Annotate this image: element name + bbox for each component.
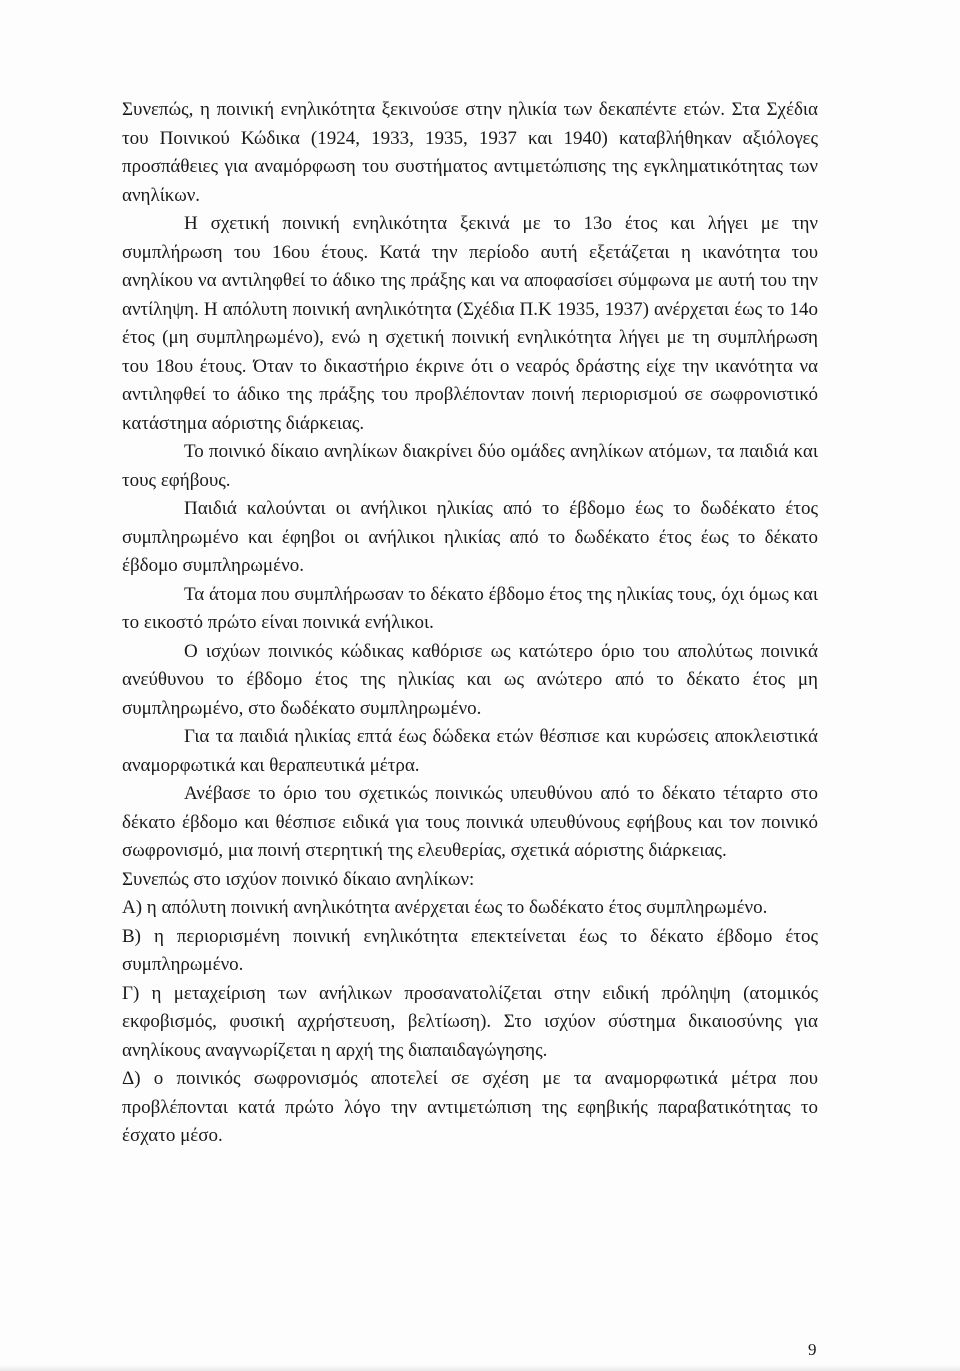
paragraph-7: Για τα παιδιά ηλικίας επτά έως δώδεκα ετών θέσπισε και κυρώσεις αποκλειστικά αναμορφωτικά και θεραπευτικά μέτρα.	[122, 726, 818, 776]
paragraph-4: Παιδιά καλούνται οι ανήλικοι ηλικίας από το έβδομο έως το δωδέκατο έτος συμπληρωμένο και έφηβοι οι ανήλικοι ηλικίας από το δωδέκατο έτος έως το δέκατο έβδομο συμπληρωμένο.	[122, 498, 818, 576]
paragraph-6: Ο ισχύων ποινικός κώδικας καθόρισε ως κατώτερο όριο του απολύτως ποινικά ανεύθυνου το έβδομο έτος της ηλικίας και ως ανώτερο από το δέκατο έτος μη συμπληρωμένο, στο δωδέκατο συμπληρωμένο.	[122, 640, 818, 719]
scan-edge-shadow	[0, 1365, 960, 1371]
paragraph-9: Συνεπώς στο ισχύον ποινικό δίκαιο ανηλίκων:	[122, 868, 475, 890]
list-item-a: Α) η απόλυτη ποινική ανηλικότητα ανέρχεται έως το δωδέκατο έτος συμπληρωμένο.	[122, 897, 768, 918]
list-item-c: Γ) η μεταχείριση των ανήλικων προσανατολίζεται στην ειδική πρόληψη (ατομικός εκφοβισμός, φυσική αχρήστευση, βελτίωση). Στο ισχύον σύστημα δικαιοσύνης για ανηλίκους αναγνωρίζεται η αρχή της διαπαιδαγώγησης.	[122, 982, 818, 1061]
paragraph-2: Η σχετική ποινική ενηλικότητα ξεκινά με το 13ο έτος και λήγει με την συμπλήρωση του 16ου έτους. Κατά την περίοδο αυτή εξετάζεται η ικανότητα του ανηλίκου να αντιληφθεί το άδικο της πράξης και να αποφασίσει σύμφωνα με αυτή του την αντίληψη. Η απόλυτη ποινική ανηλικότητα (Σχέδια Π.Κ 1935, 1937) ανέρχεται έως το 14ο έτος (μη συμπληρωμένο), ενώ η σχετική ποινική ενηλικότητα λήγει με τη συμπλήρωση του 18ου έτους. Όταν το δικαστήριο έκρινε ότι ο νεαρός δράστης είχε την ικανότητα να αντιληφθεί το άδικο της πράξης του προβλέπονταν ποινή περιορισμού σε σωφρονιστικό κατάστημα αόριστης διάρκειας.	[122, 213, 818, 434]
list-item-d: Δ) ο ποινικός σωφρονισμός αποτελεί σε σχέση με τα αναμορφωτικά μέτρα που προβλέπονται κατά πρώτο λόγο την αντιμετώπιση της εφηβικής παραβατικότητας το έσχατο μέσο.	[122, 1068, 818, 1146]
paragraph-3: Το ποινικό δίκαιο ανηλίκων διακρίνει δύο ομάδες ανηλίκων ατόμων, τα παιδιά και τους εφήβους.	[122, 441, 818, 491]
paragraph-5: Τα άτομα που συμπλήρωσαν το δέκατο έβδομο έτος της ηλικίας τους, όχι όμως και το εικοστό πρώτο είναι ποινικά ενήλικοι.	[122, 583, 818, 633]
paragraph-1: Συνεπώς, η ποινική ενηλικότητα ξεκινούσε στην ηλικία των δεκαπέντε ετών. Στα Σχέδια του Ποινικού Κώδικα (1924, 1933, 1935, 1937 και 1940) καταβλήθηκαν αξιόλογες προσπάθειες για αναμόρφωση του συστήματος αντιμετώπισης της εγκληματικότητας των ανηλίκων.	[122, 99, 818, 206]
list-item-b: Β) η περιορισμένη ποινική ενηλικότητα επεκτείνεται έως το δέκατο έβδομο έτος συμπληρωμένο.	[122, 925, 818, 975]
body-text	[122, 96, 818, 1151]
page-number: 9	[808, 1340, 817, 1359]
paragraph-8: Ανέβασε το όριο του σχετικώς ποινικώς υπευθύνου από το δέκατο τέταρτο στο δέκατο έβδομο και θέσπισε ειδικά για τους ποινικά υπευθύνους εφήβους και τον ποινικό σωφρονισμό, μια ποινή στερητική της ελευθερίας, σχετικά αόριστης διάρκειας.	[122, 783, 818, 861]
